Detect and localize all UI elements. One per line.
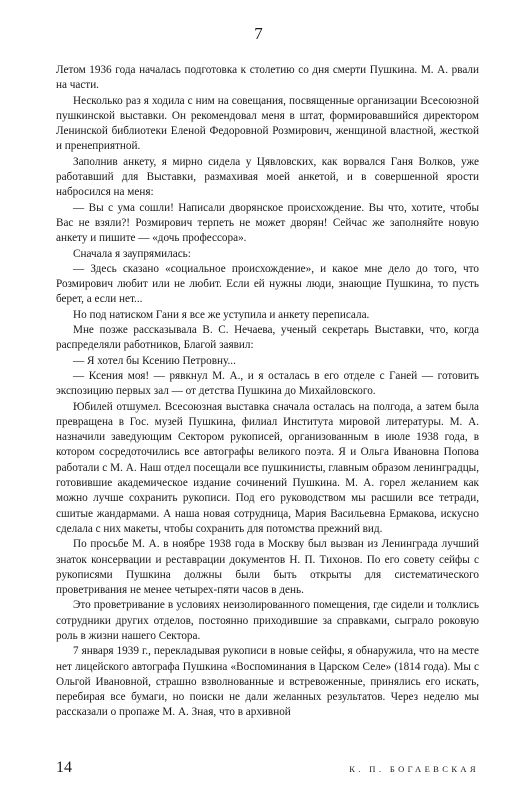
paragraph: Несколько раз я ходила с ним на совещания, посвященные организации Всесоюзной пушкинской выставки. Он рекомендовал меня в штат, формировавшийся директором Ленинской библиотеки Еленой Федоровной Розмирович, женщиной властной, жесткой и пренеприятной. (56, 94, 479, 153)
body-text (56, 63, 479, 721)
paragraph: Но под натиском Гани я все же уступила и анкету переписала. (73, 308, 370, 321)
running-author: К. П. БОГАЕВСКАЯ (349, 764, 479, 774)
paragraph: Заполнив анкету, я мирно сидела у Цявловских, как ворвался Ганя Волков, уже работавший для Выставки, размахивая моей анкетой, и в совершенной ярости набросился на меня: (56, 155, 479, 199)
paragraph: — Я хотел бы Ксению Петровну... (73, 354, 236, 367)
page-number: 14 (56, 759, 72, 776)
chapter-number: 7 (254, 24, 263, 43)
paragraph: Юбилей отшумел. Всесоюзная выставка сначала осталась на полгода, а затем была превращена в Гос. музей Пушкина, филиал Института мировой литературы. М. А. назначили заведующим Сектором рукописей, организованным в июле 1938 года, в котором сосредоточились все автографы великого поэта. Я и Ольга Ивановна Попова работали с М. А. Наш отдел посещали все пушкинисты, главным образом ленинградцы, готовившие академическое издание сочинений Пушкина. М. А. горел желанием как можно лучше сохранить рукописи. Под его руководством мы расшили все тетради, сшитые жандармами. А наша новая сотрудница, Мария Васильевна Ермакова, искусно сделала с них макеты, чтобы сохранить для потомства прежний вид. (56, 400, 479, 535)
page-footer (56, 755, 479, 777)
paragraph: — Здесь сказано «социальное происхождение», и какое мне дело до того, что Розмирович любит или не любит. Если ей нужны люди, знающие Пушкина, то пусть берет, а если нет... (56, 262, 479, 306)
paragraph: — Вы с ума сошли! Написали дворянское происхождение. Вы что, хотите, чтобы Вас не взяли?! Розмирович терпеть не может дворян! Сейчас же заполняйте новую анкету и пишите — «дочь профессора». (56, 201, 479, 245)
paragraph: 7 января 1939 г., перекладывая рукописи в новые сейфы, я обнаружила, что на месте нет лицейского автографа Пушкина «Воспоминания в Царском Селе» (1814 года). Мы с Ольгой Ивановной, страшно взволнованные и встревоженные, принялись его искать, перебирая все бумаги, но поиски не дали желанных результатов. Через неделю мы рассказали о пропаже М. А. Зная, что в архивной (56, 645, 479, 719)
paragraph: Это проветривание в условиях неизолированного помещения, где сидели и толклись сотрудники других отделов, постоянно приходившие за справками, сыграло роковую роль в жизни нашего Сектора. (56, 599, 479, 642)
paragraph: Сначала я заупрямилась: (73, 247, 191, 260)
paragraph: Мне позже рассказывала В. С. Нечаева, ученый секретарь Выставки, что, когда распределяли работников, Благой заявил: (56, 324, 479, 352)
paragraph: Летом 1936 года началась подготовка к столетию со дня смерти Пушкина. М. А. рвали на части. (56, 64, 479, 92)
paragraph: По просьбе М. А. в ноябре 1938 года в Москву был вызван из Ленинграда лучший знаток консервации и реставрации документов Н. П. Тихонов. По его совету сейфы с рукописями Пушкина должны были быть открыты для систематического проветривания не менее четырех-пяти часов в день. (56, 538, 479, 597)
paragraph: — Ксения моя! — рявкнул М. А., и я осталась в его отделе с Ганей — готовить экспозицию первых зал — от детства Пушкина до Михайловского. (56, 369, 479, 398)
